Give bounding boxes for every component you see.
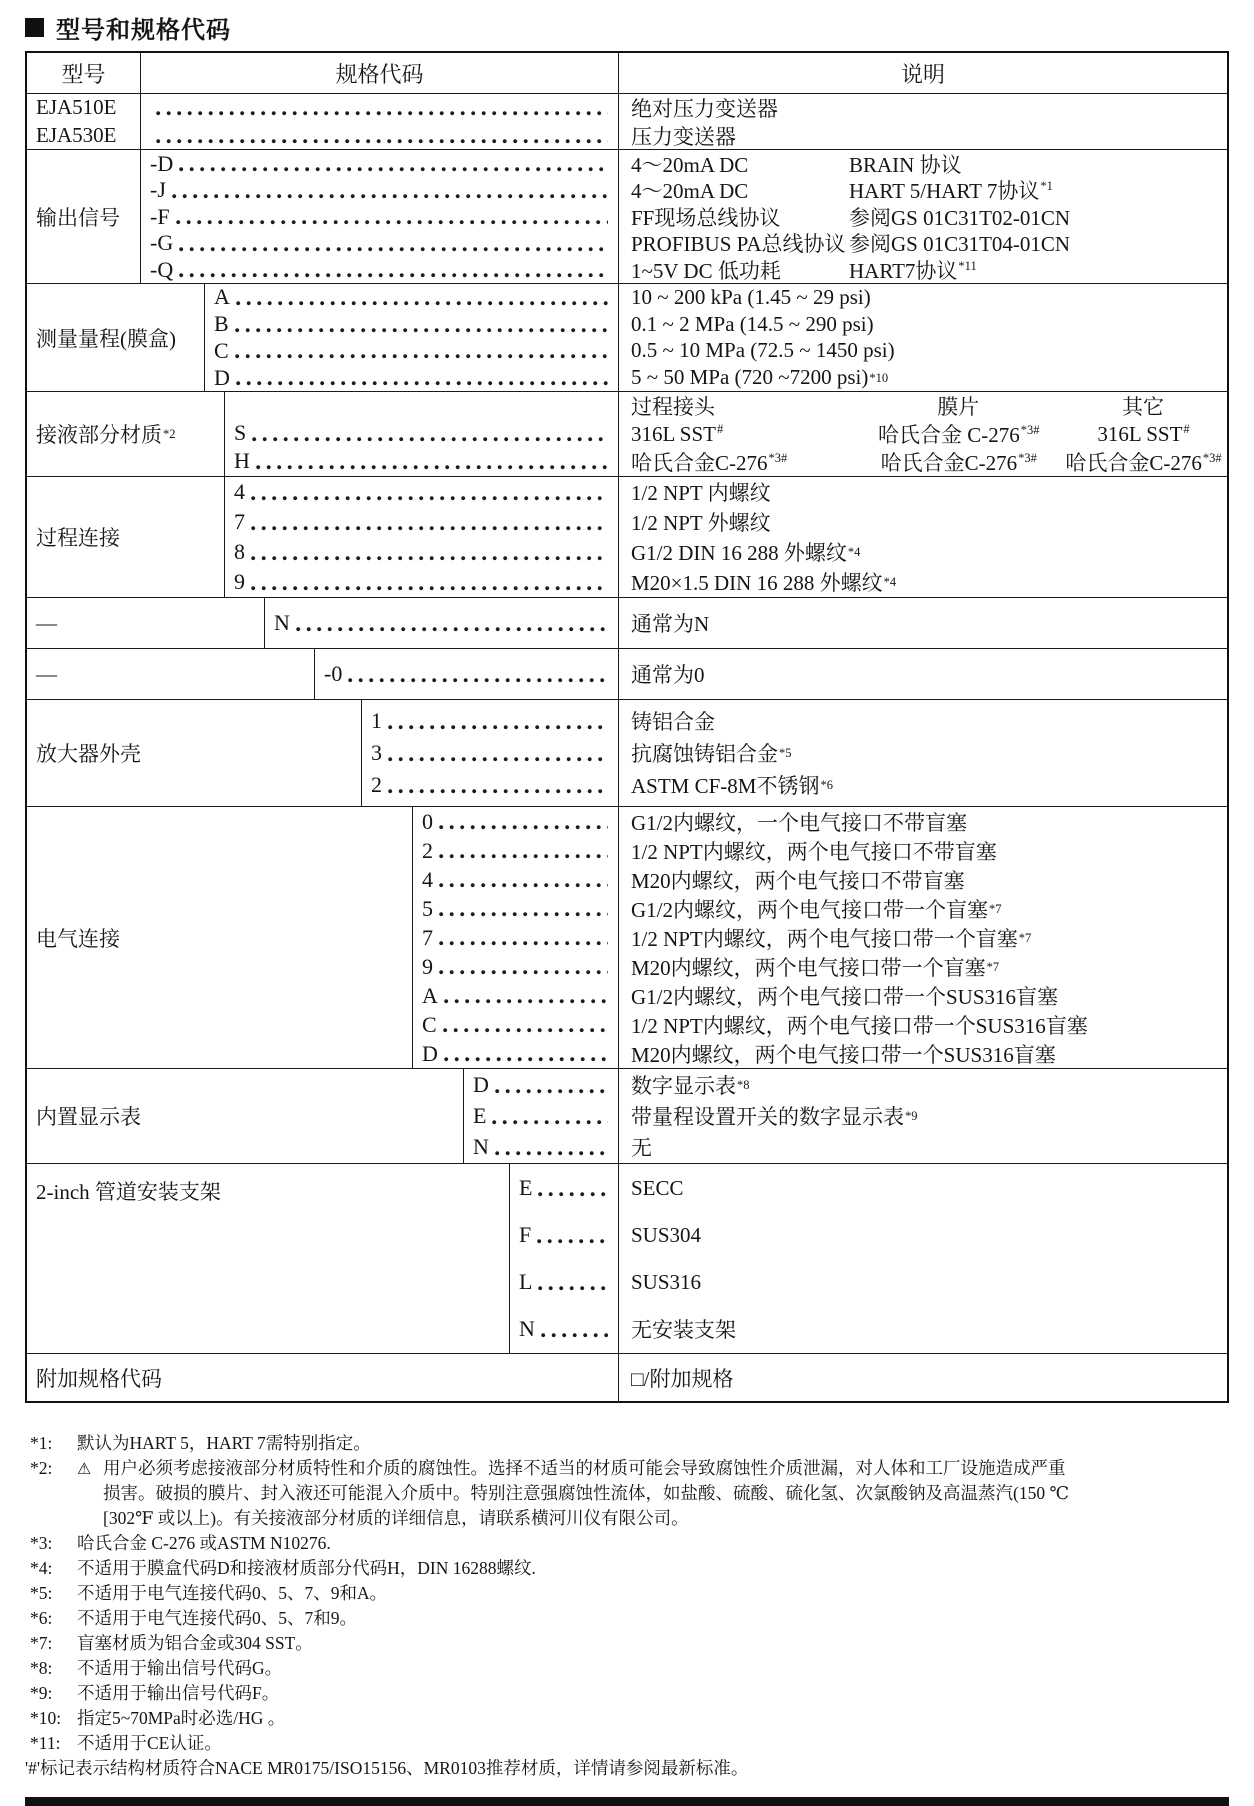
footnote-text: 默认为HART 5，HART 7需特别指定。 <box>77 1433 371 1453</box>
dot-leader <box>538 1192 608 1197</box>
row-label: 接液部分材质 *2 <box>27 392 225 476</box>
desc-text: 1~5V DC 低功耗 <box>631 258 781 283</box>
footnote-label: *8: <box>30 1658 53 1678</box>
dot-leader <box>492 1120 608 1125</box>
desc-text: 1/2 NPT 外螺纹 <box>631 511 771 535</box>
material-value: 哈氏合金$C-276^{*3\#}$ <box>631 451 788 475</box>
footnote-text: 不适用于膜盒代码D和接液材质部分代码H，DIN 16288螺纹. <box>77 1558 536 1578</box>
dot-leader <box>179 167 608 172</box>
material-col-others: 其它 <box>1122 395 1165 419</box>
row-dash-n <box>27 597 1227 648</box>
desc-text: G1/2 DIN 16 288 外螺纹 <box>631 541 847 565</box>
spec-code: N <box>519 1316 535 1341</box>
spec-code: A <box>422 982 438 1008</box>
desc-text: 通常为N <box>631 612 710 636</box>
dot-leader <box>252 437 608 442</box>
spec-code-cell <box>464 1069 619 1163</box>
dot-leader <box>495 1089 608 1094</box>
desc-text: 绝对压力变送器 <box>631 96 778 121</box>
description-cell: 1/2 NPT 内螺纹 1/2 NPT 外螺纹 G1/2 DIN 16 288 外螺纹 *4 M20×1.5 DIN 16 288 外螺纹 *4 <box>619 477 1227 597</box>
spec-code-cell <box>141 94 619 149</box>
spec-code: D <box>473 1072 489 1097</box>
footnote-item <box>25 1456 1229 1531</box>
row-mounting-bracket <box>27 1163 1227 1353</box>
spec-code: -0 <box>324 661 343 686</box>
description-cell: 10 ~ 200 kPa (1.45 ~ 29 psi) 0.1 ~ 2 MPa (14.5 ~ 290 psi) 0.5 ~ 10 MPa (72.5 ~ 1450 psi) 5 ~ 50 MPa (720 ~7200 psi) *10 <box>631 284 895 390</box>
desc-text: 数字显示表 <box>631 1074 736 1098</box>
footnote-item <box>25 1606 1229 1631</box>
footnote-text: 不适用于输出信号代码G。 <box>77 1658 283 1678</box>
row-label: 电气连接 <box>27 807 413 1068</box>
row-integral-indicator <box>27 1068 1227 1163</box>
spec-code: F <box>519 1222 532 1247</box>
model-spec-table <box>25 51 1229 1403</box>
dot-leader <box>443 1028 608 1033</box>
dot-leader <box>439 941 608 946</box>
footnote-label: *7: <box>30 1633 53 1653</box>
footnote-text: 用户必须考虑接液部分材质特性和介质的腐蚀性。选择不适当的材质可能会导致腐蚀性介质泄漏，对人体和工厂设施造成严重 损害。破损的膜片、封入液还可能混入介质中。特别注意强腐蚀性流体，如盐酸、硫酸、硫化氢、次氯酸钠及高温蒸汽(150 ℃ [302℉ 或以上)。有关接液部分材质的详细信息，请联系横河川仪有限公司。 <box>103 1458 1070 1528</box>
dot-leader <box>538 1286 608 1291</box>
footnote-item <box>25 1756 1229 1781</box>
dot-leader <box>439 970 608 975</box>
section-title <box>25 0 1229 45</box>
row-label: 内置显示表 <box>27 1069 464 1163</box>
spec-code: A <box>214 284 230 310</box>
row-electrical-connection <box>27 806 1227 1068</box>
dot-leader <box>495 1151 608 1156</box>
row-dash-zero <box>27 648 1227 699</box>
row-output-signal <box>27 149 1227 283</box>
desc-text: PROFIBUS PA总线协议 <box>631 232 846 256</box>
spec-code: E <box>519 1175 533 1200</box>
protocol-text: BRAIN 协议 <box>849 152 962 177</box>
dot-leader <box>444 1057 608 1062</box>
desc-text: SUS316 <box>631 1269 702 1294</box>
material-col-diaphragm: 膜片 <box>937 395 980 419</box>
desc-text: G1/2内螺纹，两个电气接口带一个SUS316盲塞 <box>631 984 1059 1009</box>
footnote-text: 指定5~70MPa时必选/HG 。 <box>77 1708 286 1728</box>
description-cell <box>619 598 1227 648</box>
spec-code: 4 <box>422 866 433 892</box>
dot-leader <box>156 139 608 144</box>
material-value: 哈氏合金$C-276^{*3\#}$ <box>1065 451 1222 475</box>
footnote-label: *11: <box>30 1733 61 1753</box>
desc-text: 铸铝合金 <box>631 710 715 734</box>
desc-text: 压力变送器 <box>631 124 736 149</box>
desc-text: 4～20mA DC <box>631 152 749 177</box>
footnote-text: 不适用于电气连接代码0、5、7、9和A。 <box>77 1583 388 1603</box>
spec-code: 7 <box>234 509 245 534</box>
spec-code-cell <box>315 649 619 699</box>
warning-icon: ⚠ <box>77 1459 92 1478</box>
footnote-item <box>25 1656 1229 1681</box>
row-label: 2-inch 管道安装支架 <box>27 1164 510 1353</box>
dot-leader <box>348 678 608 683</box>
protocol-text: 参阅GS 01C31T04-01CN <box>849 232 1071 256</box>
desc-text: FF现场总线协议 <box>631 205 781 230</box>
dot-leader <box>236 381 608 386</box>
spec-code: -J <box>150 177 166 202</box>
spec-code-cell <box>225 392 619 476</box>
footnote-text: '#'标记表示结构材质符合NACE MR0175/ISO15156、MR0103推荐材质，详情请参阅最新标准。 <box>25 1758 749 1778</box>
description-cell <box>619 150 1227 283</box>
spec-code: 2 <box>422 837 433 863</box>
bottom-rule <box>25 1797 1229 1806</box>
spec-code: 4 <box>234 479 245 504</box>
description-cell: G1/2内螺纹，一个电气接口不带盲塞 1/2 NPT内螺纹，两个电气接口不带盲塞 M20内螺纹，两个电气接口不带盲塞 G1/2内螺纹，两个电气接口带一个盲塞 *7 1/2 NPT内螺纹，两个电气接口带一个盲塞 *7 M20内螺纹，两个电气接口带一个盲塞 *7 G1/2内螺纹，两个电气接口带一个SUS316盲塞 1/2 NPT内螺纹，两个电气接口带一个SUS316盲塞 M20内螺纹，两个电气接口带一个SUS316盲塞 <box>619 807 1227 1068</box>
desc-text: 带量程设置开关的数字显示表 <box>631 1105 904 1129</box>
desc-text: 0.1 ~ 2 MPa (14.5 ~ 290 psi) <box>631 311 874 336</box>
desc-text: M20内螺纹，两个电气接口带一个盲塞 <box>631 955 986 980</box>
spec-code: D <box>214 364 230 390</box>
desc-text: SECC <box>631 1175 684 1200</box>
description-cell <box>619 94 1227 149</box>
footnote-item <box>25 1581 1229 1606</box>
row-optional-codes <box>27 1353 1227 1401</box>
footnote-ref: *11 <box>958 258 977 273</box>
row-label: — <box>27 598 265 648</box>
footnote-item <box>25 1631 1229 1656</box>
material-value: 哈氏合金 $C-276^{*3\#}$ <box>878 423 1040 447</box>
row-label: 输出信号 <box>27 150 141 283</box>
desc-text: 4～20mA DC <box>631 179 749 203</box>
col-header-spec-code: 规格代码 <box>141 53 619 93</box>
protocol-text: HART 5/HART 7协议$^{*1}$ <box>849 179 1053 203</box>
spec-code: 5 <box>422 895 433 921</box>
footnote-ref: *1 <box>1040 179 1053 193</box>
dot-leader <box>439 912 608 917</box>
spec-code-cell <box>510 1164 619 1353</box>
desc-text: 1/2 NPT内螺纹，两个电气接口带一个SUS316盲塞 <box>631 1013 1088 1038</box>
material-value: 316L SST# <box>1097 421 1190 446</box>
footnote-label: *3: <box>30 1533 53 1553</box>
dot-leader <box>439 825 608 830</box>
dot-leader <box>388 789 608 794</box>
desc-text: M20×1.5 DIN 16 288 外螺纹 <box>631 571 883 595</box>
spec-code: B <box>214 311 229 337</box>
spec-code: C <box>422 1011 437 1037</box>
dot-leader <box>251 496 608 501</box>
material-value: 哈氏合金$C-276^{*3\#}$ <box>880 451 1037 475</box>
desc-text: M20内螺纹，两个电气接口带一个SUS316盲塞 <box>631 1042 1056 1067</box>
dot-leader <box>251 586 608 591</box>
dot-leader <box>439 883 608 888</box>
dot-leader <box>235 328 608 333</box>
desc-text: 无 <box>631 1136 652 1160</box>
row-wetted-parts-material <box>27 391 1227 476</box>
footnote-label: *5: <box>30 1583 53 1603</box>
description-cell <box>619 649 1227 699</box>
footnote-item <box>25 1431 1229 1456</box>
spec-code: N <box>274 610 290 635</box>
model-name: EJA510E <box>36 95 117 120</box>
description-cell <box>619 392 1227 476</box>
row-label <box>27 94 141 149</box>
desc-text: SUS304 <box>631 1222 702 1247</box>
desc-text: M20内螺纹，两个电气接口不带盲塞 <box>631 868 965 893</box>
footnote-label: *10: <box>30 1708 62 1728</box>
spec-code: 3 <box>371 740 382 765</box>
spec-code: C <box>214 337 229 363</box>
row-model <box>27 93 1227 149</box>
dot-leader <box>388 757 608 762</box>
row-label: 附加规格代码 <box>27 1354 619 1401</box>
spec-code: 7 <box>422 924 433 950</box>
page-title: 型号和规格代码 <box>56 17 231 44</box>
spec-code-cell <box>225 477 619 597</box>
footnote-label: *9: <box>30 1683 53 1703</box>
col-header-model: 型号 <box>27 53 141 93</box>
row-label: 放大器外壳 <box>27 700 362 806</box>
spec-code-cell <box>413 807 619 1068</box>
footnote-item <box>25 1706 1229 1731</box>
footnote-label: *2: <box>30 1458 53 1478</box>
spec-code: N <box>473 1134 489 1159</box>
spec-code: E <box>473 1103 487 1128</box>
footnote-label: *6: <box>30 1608 53 1628</box>
document-page <box>25 0 1229 1806</box>
footnote-label: *4: <box>30 1558 53 1578</box>
spec-code: S <box>234 420 247 445</box>
spec-code: -Q <box>150 256 174 282</box>
desc-text: □/附加规格 <box>631 1366 734 1391</box>
footnote-text: 盲塞材质为铝合金或304 SST。 <box>77 1633 313 1653</box>
spec-code: 9 <box>422 953 433 979</box>
dot-leader <box>388 725 608 730</box>
footnote-label: *1: <box>30 1433 53 1453</box>
footnote-item <box>25 1681 1229 1706</box>
row-amplifier-housing <box>27 699 1227 806</box>
spec-code: 2 <box>371 772 382 797</box>
dot-leader <box>537 1239 608 1244</box>
desc-text: G1/2内螺纹，两个电气接口带一个盲塞 <box>631 897 988 922</box>
desc-text: ASTM CF-8M不锈钢 <box>631 774 820 798</box>
dot-leader <box>176 220 608 225</box>
footnotes <box>25 1431 1229 1781</box>
dot-leader <box>256 465 608 470</box>
spec-code: 8 <box>234 539 245 564</box>
dot-leader <box>236 301 608 306</box>
desc-text: 5 ~ 50 MPa (720 ~7200 psi) <box>631 365 869 390</box>
desc-text: 抗腐蚀铸铝合金 <box>631 742 778 766</box>
description-cell: 数字显示表 *8 带量程设置开关的数字显示表 *9 无 <box>619 1069 1227 1163</box>
spec-code: H <box>234 448 250 473</box>
desc-text: 10 ~ 200 kPa (1.45 ~ 29 psi) <box>631 284 871 309</box>
footnote-item <box>25 1531 1229 1556</box>
table-header-row <box>27 53 1227 93</box>
row-measuring-range <box>27 283 1227 391</box>
footnote-item <box>25 1731 1229 1756</box>
footnote-text: 哈氏合金 C-276 或ASTM N10276. <box>77 1533 331 1553</box>
dot-leader <box>172 194 608 199</box>
dot-leader <box>251 526 608 531</box>
footnote-item <box>25 1556 1229 1581</box>
spec-code: 9 <box>234 569 245 594</box>
description-cell <box>619 1164 1227 1353</box>
row-label: 测量量程(膜盒) <box>27 284 205 391</box>
description-cell: 铸铝合金 抗腐蚀铸铝合金 *5 ASTM CF-8M不锈钢 *6 <box>619 700 1227 806</box>
spec-code-cell <box>205 284 619 391</box>
row-label: 过程连接 <box>27 477 225 597</box>
desc-text: 通常为0 <box>631 663 705 687</box>
desc-text: G1/2内螺纹，一个电气接口不带盲塞 <box>631 810 967 835</box>
description-cell <box>619 1354 1227 1401</box>
dot-leader <box>439 854 608 859</box>
title-square-icon <box>25 18 44 37</box>
dot-leader <box>296 627 608 632</box>
dot-leader <box>179 247 608 252</box>
spec-code: -G <box>150 230 174 255</box>
model-name: EJA530E <box>36 122 117 147</box>
row-label: — <box>27 649 315 699</box>
spec-code-cell <box>265 598 619 648</box>
spec-code: 1 <box>371 708 382 733</box>
desc-text: 0.5 ~ 10 MPa (72.5 ~ 1450 psi) <box>631 338 895 363</box>
spec-code-cell <box>362 700 619 806</box>
dot-leader <box>179 273 608 278</box>
desc-text: 1/2 NPT内螺纹，两个电气接口带一个盲塞 <box>631 926 1018 951</box>
spec-code: -F <box>150 203 170 229</box>
row-process-connection <box>27 476 1227 597</box>
footnote-text: 不适用于电气连接代码0、5、7和9。 <box>77 1608 357 1628</box>
material-value: 316L SST# <box>631 421 724 446</box>
protocol-text: 参阅GS 01C31T02-01CN <box>849 205 1071 230</box>
spec-code: 0 <box>422 808 433 834</box>
spec-code: -D <box>150 150 174 176</box>
desc-text: 1/2 NPT 内螺纹 <box>631 481 771 505</box>
spec-code-cell <box>141 150 619 283</box>
dot-leader <box>251 556 608 561</box>
col-header-description: 说明 <box>900 61 945 87</box>
spec-code: D <box>422 1040 438 1066</box>
footnote-text: 不适用于输出信号代码F。 <box>77 1683 280 1703</box>
dot-leader <box>444 999 608 1004</box>
desc-text: 无安装支架 <box>631 1318 736 1342</box>
footnote-text: 不适用于CE认证。 <box>77 1733 222 1753</box>
desc-text: 1/2 NPT内螺纹，两个电气接口不带盲塞 <box>631 839 997 864</box>
dot-leader <box>541 1333 608 1338</box>
dot-leader <box>235 354 608 359</box>
material-col-process-connector: 过程接头 <box>631 395 715 419</box>
spec-code: L <box>519 1269 533 1294</box>
protocol-text: HART7协议$^{*11}$ <box>849 258 977 283</box>
dot-leader <box>156 111 608 116</box>
